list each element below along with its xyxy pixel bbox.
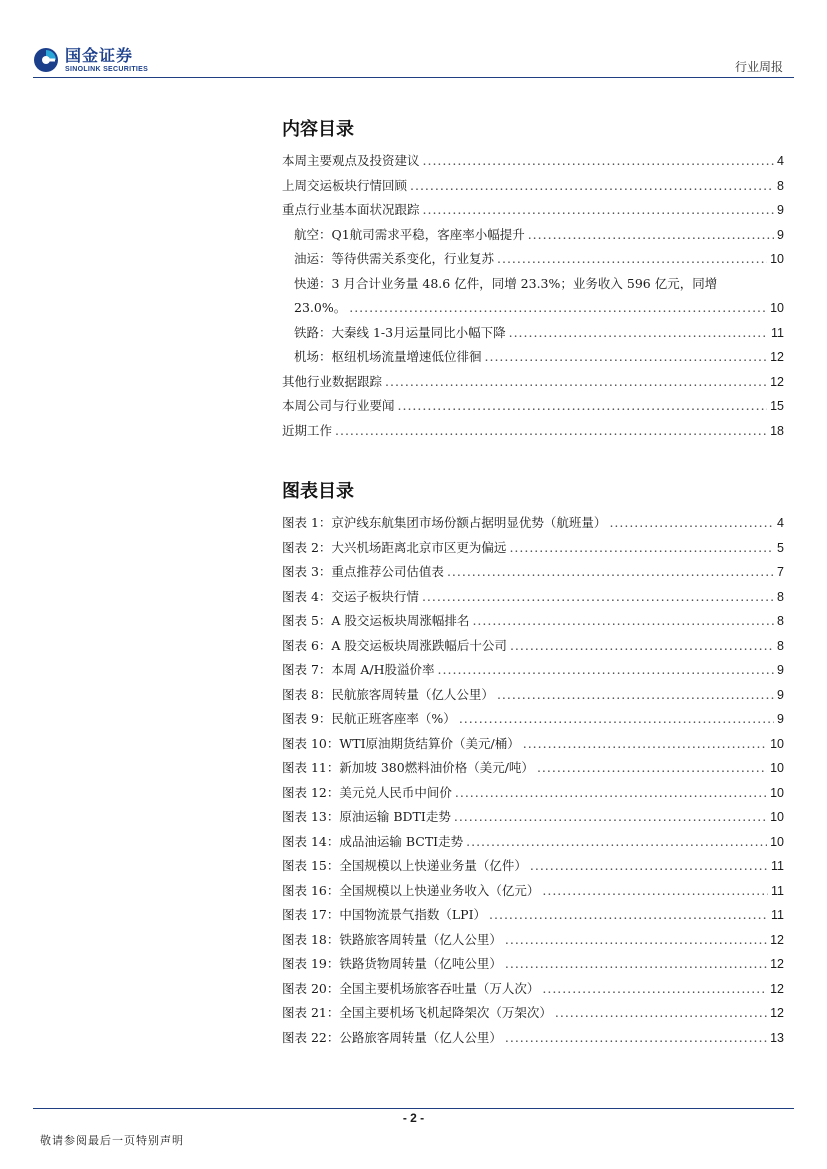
dot-leader bbox=[530, 854, 768, 879]
dot-leader bbox=[497, 247, 767, 272]
figure-item-label: 图表 8：民航旅客周转量（亿人公里） bbox=[282, 686, 494, 702]
toc-item-page: 10 bbox=[770, 301, 784, 315]
figure-item-page: 11 bbox=[771, 859, 784, 873]
dot-leader bbox=[447, 560, 774, 585]
toc-item[interactable] bbox=[282, 345, 784, 370]
dot-leader bbox=[423, 198, 775, 223]
figure-item-page: 12 bbox=[770, 1006, 784, 1020]
dot-leader bbox=[510, 634, 774, 659]
toc-item-page: 11 bbox=[771, 325, 784, 340]
toc-item-page: 12 bbox=[770, 374, 784, 389]
figure-item[interactable] bbox=[282, 952, 784, 977]
figure-item-label: 图表 13：原油运输 BDTI走势 bbox=[282, 809, 451, 824]
toc-item-page: 4 bbox=[777, 154, 784, 168]
figure-item[interactable] bbox=[282, 732, 784, 757]
figure-item[interactable] bbox=[282, 756, 784, 781]
figure-item-label: 图表 10：WTI原油期货结算价（美元/桶） bbox=[282, 735, 520, 751]
figure-item-label: 图表 15：全国规模以上快递业务量（亿件） bbox=[282, 858, 527, 873]
figure-item[interactable] bbox=[282, 1001, 784, 1026]
figure-item[interactable] bbox=[282, 830, 784, 855]
toc-item-label: 机场：枢纽机场流量增速低位徘徊 bbox=[294, 349, 482, 364]
figure-item[interactable] bbox=[282, 903, 784, 928]
figure-item[interactable] bbox=[282, 511, 784, 536]
figure-item-label: 图表 19：铁路货物周转量（亿吨公里） bbox=[282, 956, 502, 971]
dot-leader bbox=[438, 658, 775, 683]
figures-list bbox=[282, 511, 784, 1050]
figure-item-label: 图表 16：全国规模以上快递业务收入（亿元） bbox=[282, 882, 540, 898]
header-rule bbox=[33, 77, 794, 78]
dot-leader bbox=[542, 977, 767, 1002]
dot-leader bbox=[335, 419, 767, 444]
figure-item-page: 10 bbox=[770, 834, 784, 849]
dot-leader bbox=[505, 1026, 767, 1051]
dot-leader bbox=[555, 1001, 767, 1026]
figure-item-page: 10 bbox=[770, 736, 784, 751]
toc-item-label: 重点行业基本面状况跟踪 bbox=[282, 202, 420, 217]
dot-leader bbox=[528, 223, 774, 248]
toc-item[interactable] bbox=[282, 198, 784, 223]
dot-leader bbox=[455, 781, 767, 806]
figure-item-label: 图表 3：重点推荐公司估值表 bbox=[282, 564, 444, 579]
figure-item-page: 10 bbox=[770, 785, 784, 800]
figure-item-page: 12 bbox=[770, 957, 784, 971]
toc-item-label: 其他行业数据跟踪 bbox=[282, 373, 383, 389]
toc-item-page: 9 bbox=[777, 227, 784, 242]
dot-leader bbox=[523, 732, 767, 757]
figure-item-label: 图表 12：美元兑人民币中间价 bbox=[282, 784, 452, 800]
figure-item-page: 9 bbox=[777, 663, 784, 677]
figure-item-page: 10 bbox=[770, 810, 784, 824]
figure-item-label: 图表 1：京沪线东航集团市场份额占据明显优势（航班量） bbox=[282, 515, 607, 530]
figure-item-label: 图表 14：成品油运输 BCTI走势 bbox=[282, 833, 464, 849]
dot-leader bbox=[398, 394, 768, 419]
logo-english-text: SINOLINK SECURITIES bbox=[65, 65, 149, 73]
dot-leader bbox=[410, 174, 774, 199]
figure-item-page: 5 bbox=[777, 540, 784, 555]
toc-item-page: 18 bbox=[770, 423, 784, 438]
toc-item-label: 油运：等待供需关系变化，行业复苏 bbox=[294, 251, 495, 266]
company-logo bbox=[33, 47, 148, 73]
figure-item[interactable] bbox=[282, 536, 784, 561]
dot-leader bbox=[505, 952, 767, 977]
toc-item[interactable] bbox=[282, 321, 784, 346]
figure-item-page: 11 bbox=[771, 883, 784, 898]
dot-leader bbox=[489, 903, 768, 928]
dot-leader bbox=[485, 345, 768, 370]
figure-item-page: 11 bbox=[771, 908, 784, 922]
figure-item-page: 7 bbox=[777, 565, 784, 579]
figure-item-page: 8 bbox=[777, 614, 784, 628]
logo-chinese-text: 国金证券 bbox=[65, 45, 134, 65]
figure-item[interactable] bbox=[282, 854, 784, 879]
dot-leader bbox=[609, 511, 774, 536]
toc-item[interactable] bbox=[282, 419, 784, 444]
dot-leader bbox=[509, 321, 768, 346]
disclaimer-text: 敬请参阅最后一页特别声明 bbox=[40, 1134, 184, 1147]
toc-item[interactable] bbox=[282, 149, 784, 174]
figure-item[interactable] bbox=[282, 977, 784, 1002]
dot-leader bbox=[385, 370, 767, 395]
dot-leader bbox=[349, 296, 767, 321]
dot-leader bbox=[423, 149, 775, 174]
figure-item-page: 12 bbox=[770, 932, 784, 947]
page-number: - 2 - bbox=[402, 1111, 425, 1125]
toc-item-label: 23.0%。 bbox=[294, 300, 347, 315]
footer-rule bbox=[33, 1108, 794, 1109]
figure-item-page: 13 bbox=[770, 1030, 784, 1045]
toc-item-page: 15 bbox=[770, 399, 784, 413]
figure-item[interactable] bbox=[282, 707, 784, 732]
figures-title: 图表目录 bbox=[282, 481, 354, 502]
figure-item-label: 图表 17：中国物流景气指数（LPI） bbox=[282, 907, 487, 922]
toc-item-label: 航空：Q1航司需求平稳，客座率小幅提升 bbox=[294, 226, 525, 242]
dot-leader bbox=[459, 707, 774, 732]
toc-item-page: 8 bbox=[777, 178, 784, 193]
figure-item-label: 图表 21：全国主要机场飞机起降架次（万架次） bbox=[282, 1005, 552, 1020]
figure-item-label: 图表 2：大兴机场距离北京市区更为偏远 bbox=[282, 539, 507, 555]
figure-item-page: 9 bbox=[777, 687, 784, 702]
figure-item-page: 9 bbox=[777, 712, 784, 726]
dot-leader bbox=[537, 756, 767, 781]
figure-item[interactable] bbox=[282, 879, 784, 904]
toc-item-page: 12 bbox=[770, 350, 784, 364]
figure-item[interactable] bbox=[282, 805, 784, 830]
dot-leader bbox=[472, 609, 774, 634]
figure-item-page: 4 bbox=[777, 516, 784, 530]
contents-section bbox=[282, 115, 784, 443]
figure-item-page: 12 bbox=[770, 981, 784, 996]
toc-item[interactable] bbox=[282, 247, 784, 272]
figure-item-page: 10 bbox=[770, 761, 784, 775]
toc-item[interactable] bbox=[282, 370, 784, 395]
figure-item[interactable] bbox=[282, 609, 784, 634]
figure-item-label: 图表 11：新加坡 380燃料油价格（美元/吨） bbox=[282, 760, 534, 775]
toc-item[interactable] bbox=[282, 394, 784, 419]
figure-item-label: 图表 5：A 股交运板块周涨幅排名 bbox=[282, 613, 470, 628]
figure-item[interactable] bbox=[282, 1026, 784, 1051]
figure-item[interactable] bbox=[282, 781, 784, 806]
document-type: 行业周报 bbox=[734, 60, 783, 74]
figure-item-label: 图表 22：公路旅客周转量（亿人公里） bbox=[282, 1029, 502, 1045]
figure-item[interactable] bbox=[282, 658, 784, 683]
contents-title: 内容目录 bbox=[282, 119, 354, 140]
figure-item-label: 图表 18：铁路旅客周转量（亿人公里） bbox=[282, 931, 502, 947]
contents-list bbox=[282, 149, 784, 443]
toc-item[interactable] bbox=[282, 223, 784, 248]
toc-item-label: 近期工作 bbox=[282, 422, 333, 438]
toc-item-label: 本周主要观点及投资建议 bbox=[282, 153, 420, 168]
logo-mark-icon bbox=[33, 47, 59, 73]
page-header bbox=[0, 0, 827, 80]
toc-item-label: 本周公司与行业要闻 bbox=[282, 398, 395, 413]
dot-leader bbox=[509, 536, 774, 561]
figure-item-label: 图表 7：本周 A/H股溢价率 bbox=[282, 662, 435, 677]
dot-leader bbox=[466, 830, 767, 855]
figure-item[interactable] bbox=[282, 634, 784, 659]
figure-item[interactable] bbox=[282, 560, 784, 585]
toc-item[interactable] bbox=[282, 174, 784, 199]
toc-item-label: 铁路：大秦线 1-3月运量同比小幅下降 bbox=[294, 324, 506, 340]
toc-item-page: 10 bbox=[770, 252, 784, 266]
toc-item-page: 9 bbox=[777, 203, 784, 217]
figure-item-page: 8 bbox=[777, 638, 784, 653]
figure-item[interactable] bbox=[282, 585, 784, 610]
figure-item[interactable] bbox=[282, 683, 784, 708]
figure-item-label: 图表 9：民航正班客座率（%） bbox=[282, 711, 456, 726]
toc-item[interactable] bbox=[282, 296, 784, 321]
figure-item-label: 图表 4：交运子板块行情 bbox=[282, 588, 419, 604]
figure-item[interactable] bbox=[282, 928, 784, 953]
figure-item-page: 8 bbox=[777, 589, 784, 604]
figure-item-label: 图表 6：A 股交运板块周涨跌幅后十公司 bbox=[282, 637, 507, 653]
dot-leader bbox=[542, 879, 768, 904]
figure-item-label: 图表 20：全国主要机场旅客吞吐量（万人次） bbox=[282, 980, 540, 996]
figures-section bbox=[282, 477, 784, 1050]
dot-leader bbox=[505, 928, 767, 953]
toc-item[interactable] bbox=[282, 272, 784, 297]
dot-leader bbox=[497, 683, 774, 708]
toc-item-label: 快递：3 月合计业务量 48.6 亿件，同增 23.3%；业务收入 596 亿元，同增 bbox=[294, 275, 718, 291]
dot-leader bbox=[422, 585, 774, 610]
toc-item-label: 上周交运板块行情回顾 bbox=[282, 177, 408, 193]
dot-leader bbox=[454, 805, 767, 830]
